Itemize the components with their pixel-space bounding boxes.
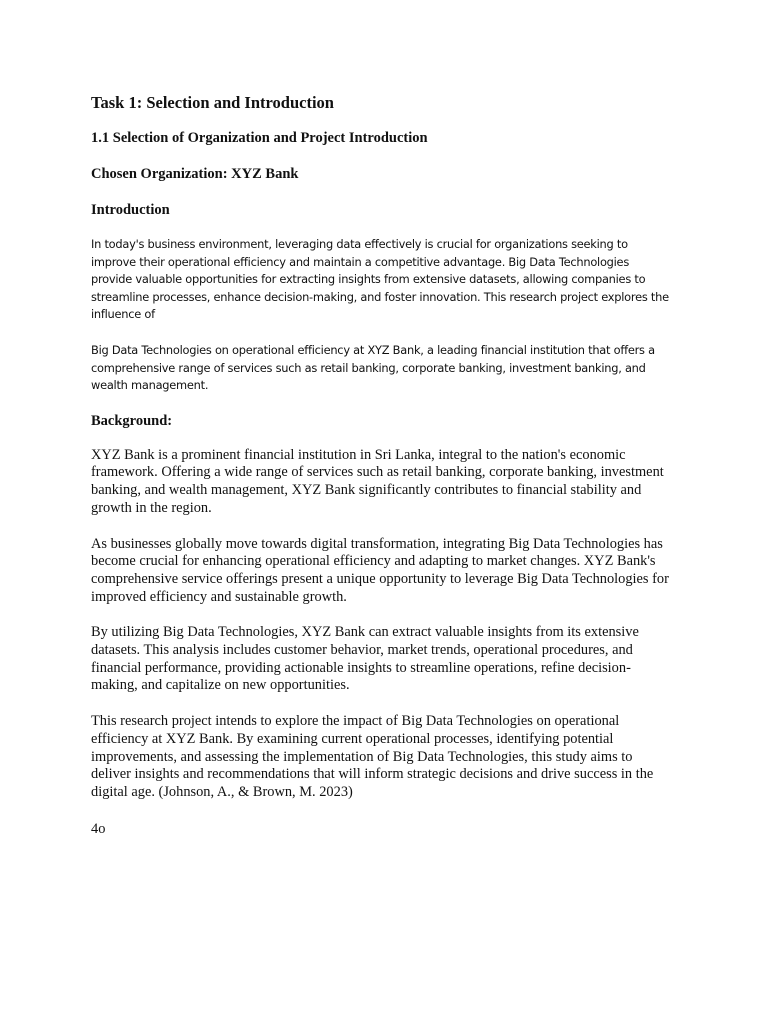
background-paragraph-2: As businesses globally move towards digital transformation, integrating Big Data Technologies has become crucial for enhancing operational efficiency and adapting to market changes. XYZ Bank's comprehensive service offerings present a unique opportunity to leverage Big Data Technologies for improved efficiency and sustainable growth. bbox=[91, 535, 669, 605]
chosen-organization-heading: Chosen Organization: XYZ Bank bbox=[91, 166, 299, 182]
section-heading: 1.1 Selection of Organization and Project Introduction bbox=[91, 130, 428, 146]
task-heading: Task 1: Selection and Introduction bbox=[91, 93, 334, 112]
background-heading: Background: bbox=[91, 412, 173, 429]
intro-paragraph-1: In today's business environment, leveraging data effectively is crucial for organizations seeking to improve their operational efficiency and maintain a competitive advantage. Big Data Technologies provide valuable opportunities for extracting insights from extensive datasets, allowing companies to streamline processes, enhance decision-making, and foster innovation. This research project explores the influence of bbox=[91, 237, 669, 322]
introduction-heading: Introduction bbox=[91, 202, 170, 218]
background-paragraph-3: By utilizing Big Data Technologies, XYZ Bank can extract valuable insights from its extensive datasets. This analysis includes customer behavior, market trends, operational procedures, and financial performance, providing actionable insights to streamline operations, refine decision-making, and capitalize on new opportunities. bbox=[91, 624, 639, 694]
background-paragraph-4: This research project intends to explore the impact of Big Data Technologies on operational efficiency at XYZ Bank. By examining current operational processes, identifying potential improvements, and assessing the implementation of Big Data Technologies, this study aims to deliver insights and recommendations that will inform strategic decisions and drive success in the digital age. (Johnson, A., & Brown, M. 2023) bbox=[91, 713, 654, 800]
document-content bbox=[91, 92, 671, 838]
page-number: 4o bbox=[91, 820, 106, 837]
intro-paragraph-2: Big Data Technologies on operational efficiency at XYZ Bank, a leading financial institution that offers a comprehensive range of services such as retail banking, corporate banking, investment banking, and wealth management. bbox=[91, 342, 655, 393]
background-paragraph-1: XYZ Bank is a prominent financial institution in Sri Lanka, integral to the nation's economic framework. Offering a wide range of services such as retail banking, corporate banking, investment banking, and wealth management, XYZ Bank significantly contributes to financial stability and growth in the region. bbox=[91, 446, 664, 516]
